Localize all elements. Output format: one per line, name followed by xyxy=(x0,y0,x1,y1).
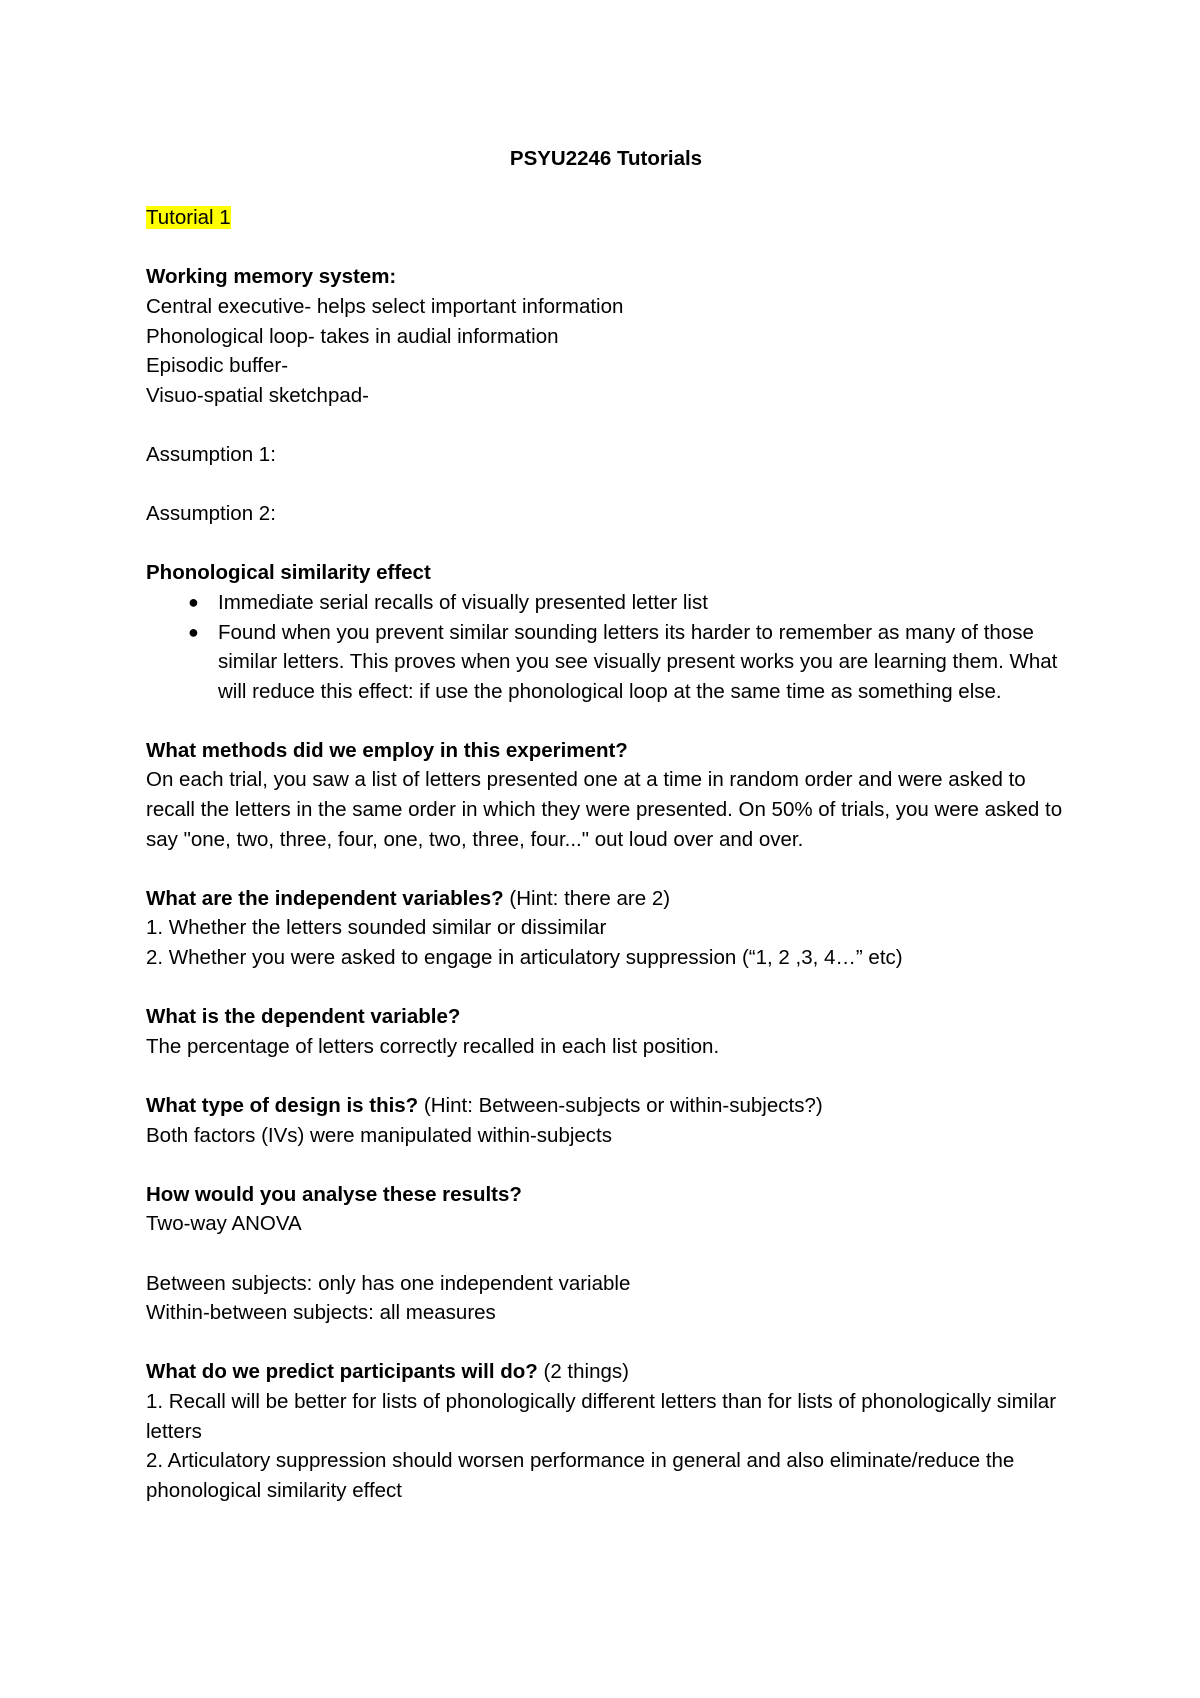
predict-heading: What do we predict participants will do? xyxy=(146,1360,538,1384)
working-memory-line: Visuo-spatial sketchpad- xyxy=(146,383,369,407)
phonological-similarity-heading: Phonological similarity effect xyxy=(146,561,431,585)
iv-heading: What are the independent variables? xyxy=(146,886,504,910)
spacer xyxy=(146,1061,1066,1091)
spacer xyxy=(146,854,1066,884)
design-text: Both factors (IVs) were manipulated within-subjects xyxy=(146,1123,613,1147)
assumption-1: Assumption 1: xyxy=(146,442,276,466)
dv-text: The percentage of letters correctly recalled in each list position. xyxy=(146,1034,720,1058)
tutorial-label: Tutorial 1 xyxy=(146,206,231,230)
list-item-text: Immediate serial recalls of visually presented letter list xyxy=(218,590,708,614)
document-content xyxy=(146,144,1066,1505)
spacer xyxy=(146,973,1066,1003)
design-heading-line xyxy=(146,1091,1066,1121)
between-subjects-text: Between subjects: only has one independent variable xyxy=(146,1271,631,1295)
iv-line: 1. Whether the letters sounded similar or dissimilar xyxy=(146,916,607,940)
analyse-heading: How would you analyse these results? xyxy=(146,1182,522,1206)
predict-hint: (2 things) xyxy=(537,1360,629,1384)
list-item xyxy=(146,588,1066,618)
tutorial-label-line xyxy=(146,203,1066,233)
assumption-2: Assumption 2: xyxy=(146,502,276,526)
working-memory-heading: Working memory system: xyxy=(146,265,397,289)
working-memory-line: Central executive- helps select important information xyxy=(146,294,624,318)
spacer xyxy=(146,529,1066,559)
document-title: PSYU2246 Tutorials xyxy=(509,147,703,170)
phonological-similarity-list xyxy=(146,588,1066,706)
spacer xyxy=(146,174,1066,204)
spacer xyxy=(146,233,1066,263)
spacer xyxy=(146,410,1066,440)
working-memory-line: Episodic buffer- xyxy=(146,354,289,378)
design-heading: What type of design is this? xyxy=(146,1094,419,1117)
spacer xyxy=(146,1328,1066,1358)
iv-hint: (Hint: there are 2) xyxy=(503,886,671,910)
predict-line: 1. Recall will be better for lists of phonologically different letters than for lists of phonologically similar letters xyxy=(146,1389,1057,1443)
predict-heading-line xyxy=(146,1357,1066,1387)
spacer xyxy=(146,470,1066,500)
bullet-icon: ● xyxy=(188,591,199,612)
working-memory-line: Phonological loop- takes in audial information xyxy=(146,324,559,348)
methods-text: On each trial, you saw a list of letters presented one at a time in random order and were asked to recall the letters in the same order in which they were presented. On 50% of trials, you were asked to say "one, two, three, four, one, two, three, four..." out loud over and over. xyxy=(146,768,1063,851)
predict-line: 2. Articulatory suppression should worsen performance in general and also eliminate/reduce the phonological similarity effect xyxy=(146,1449,1015,1502)
within-between-text: Within-between subjects: all measures xyxy=(146,1301,496,1325)
methods-heading: What methods did we employ in this experiment? xyxy=(146,738,628,762)
iv-heading-line xyxy=(146,884,1066,914)
list-item-text: Found when you prevent similar sounding letters its harder to remember as many of those similar letters. This proves when you see visually present works you are learning them. What will reduce this effect: if use the phonological loop at the same time as something else. xyxy=(218,620,1058,703)
design-hint: (Hint: Between-subjects or within-subjects?) xyxy=(418,1094,823,1117)
bullet-icon: ● xyxy=(188,621,199,642)
spacer xyxy=(146,1239,1066,1269)
analyse-text: Two-way ANOVA xyxy=(146,1212,302,1236)
spacer xyxy=(146,1150,1066,1180)
iv-line: 2. Whether you were asked to engage in articulatory suppression (“1, 2 ,3, 4…” etc) xyxy=(146,946,903,970)
list-item xyxy=(146,618,1066,707)
dv-heading: What is the dependent variable? xyxy=(146,1005,461,1029)
spacer xyxy=(146,706,1066,736)
